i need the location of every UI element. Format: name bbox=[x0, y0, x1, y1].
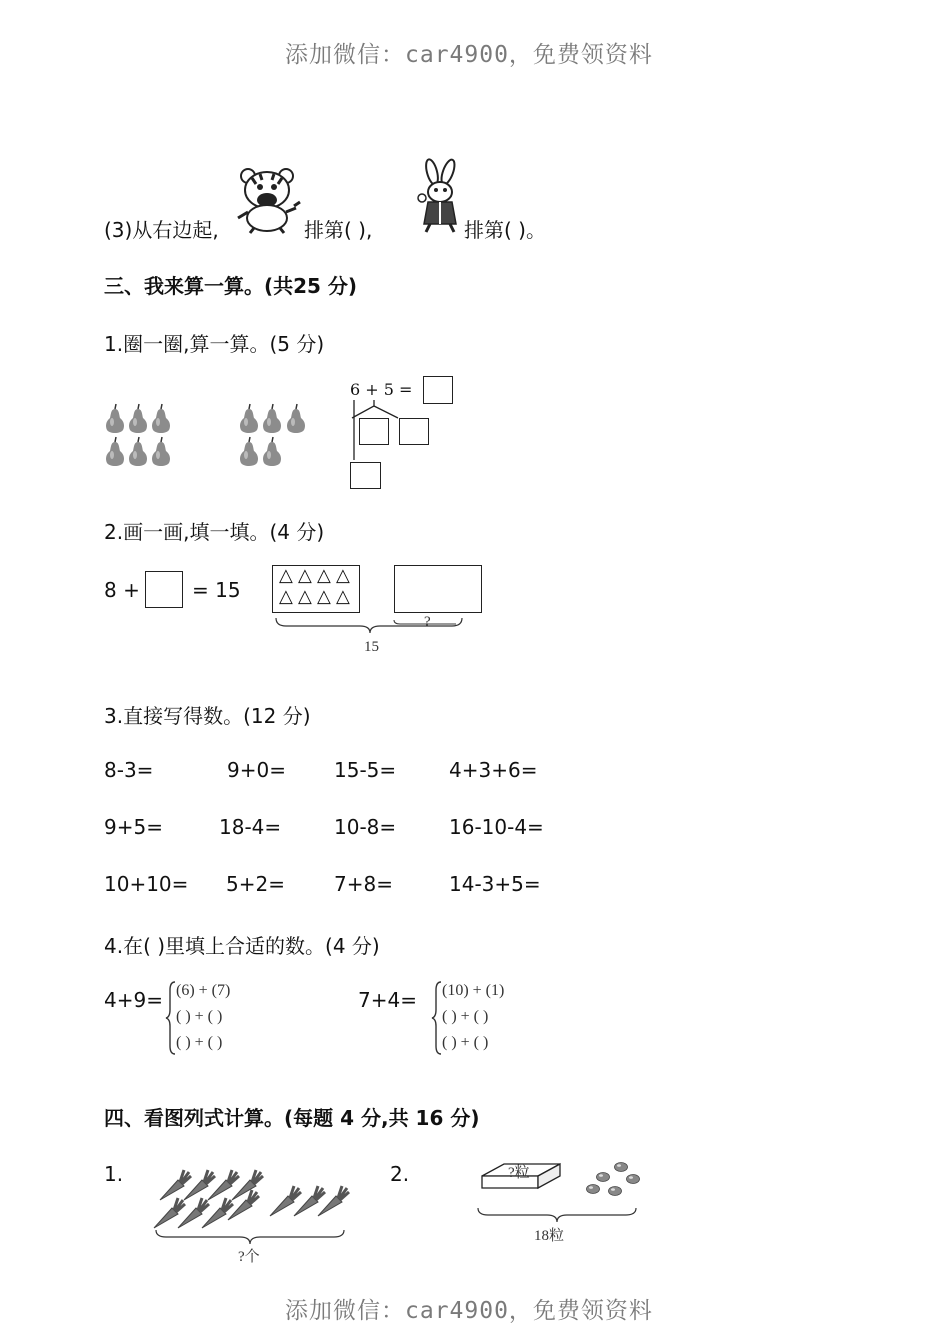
calc-item: 9+0= bbox=[227, 758, 286, 782]
pear-icon bbox=[150, 437, 172, 467]
unknown-label: ? bbox=[424, 614, 431, 630]
triangle-icon: △ bbox=[336, 565, 350, 586]
bean-icon bbox=[586, 1184, 600, 1194]
bean-total-label: 18粒 bbox=[534, 1228, 565, 1244]
bean-icon bbox=[596, 1172, 610, 1182]
p4-expr-2: 7+4= bbox=[358, 988, 417, 1012]
p3-title: 3.直接写得数。(12 分) bbox=[104, 704, 311, 728]
p4-given-1: (6) + (7) bbox=[176, 982, 231, 999]
triangle-icon: △ bbox=[317, 586, 331, 607]
p4-blank-1b[interactable]: ( ) + ( ) bbox=[176, 1034, 223, 1051]
p4-blank-1a[interactable]: ( ) + ( ) bbox=[176, 1008, 223, 1025]
pear-icon bbox=[285, 404, 307, 434]
q3-prefix: (3)从右边起, bbox=[104, 218, 219, 242]
draw-box[interactable] bbox=[394, 565, 482, 613]
calc-item: 10-8= bbox=[334, 815, 397, 839]
q2-number: 2. bbox=[390, 1162, 410, 1186]
sum-box[interactable] bbox=[350, 462, 381, 489]
carrot-brace bbox=[154, 1228, 346, 1246]
box-label: ?粒 bbox=[508, 1165, 530, 1181]
pear-icon bbox=[261, 404, 283, 434]
section3-title: 三、我来算一算。(共25 分) bbox=[104, 274, 358, 298]
calc-item: 10+10= bbox=[104, 872, 189, 896]
split-box-right[interactable] bbox=[399, 418, 429, 445]
carrot-icon bbox=[316, 1184, 350, 1218]
p1-title: 1.圈一圈,算一算。(5 分) bbox=[104, 332, 325, 356]
pear-icon bbox=[127, 437, 149, 467]
calc-item: 9+5= bbox=[104, 815, 163, 839]
calc-item: 18-4= bbox=[219, 815, 282, 839]
triangle-icon: △ bbox=[279, 586, 293, 607]
watermark-bottom: 添加微信：car4900，免费领资料 bbox=[285, 1298, 653, 1324]
total-label: 15 bbox=[364, 639, 379, 655]
tiger-icon bbox=[236, 166, 304, 234]
triangle-icon: △ bbox=[298, 586, 312, 607]
bean-icon bbox=[626, 1174, 640, 1184]
pear-icon bbox=[261, 437, 283, 467]
p2-title: 2.画一画,填一填。(4 分) bbox=[104, 520, 325, 544]
calc-item: 14-3+5= bbox=[449, 872, 541, 896]
p4-title: 4.在( )里填上合适的数。(4 分) bbox=[104, 934, 380, 958]
bean-icon bbox=[608, 1186, 622, 1196]
calc-item: 15-5= bbox=[334, 758, 397, 782]
calc-item: 8-3= bbox=[104, 758, 154, 782]
triangle-icon: △ bbox=[317, 565, 331, 586]
brace-1 bbox=[166, 980, 176, 1056]
bean-icon bbox=[614, 1162, 628, 1172]
calc-item: 4+3+6= bbox=[449, 758, 538, 782]
p4-given-2: (10) + (1) bbox=[442, 982, 505, 999]
p2-left: 8 + bbox=[104, 578, 140, 602]
pear-icon bbox=[238, 437, 260, 467]
split-box-left[interactable] bbox=[359, 418, 389, 445]
rabbit-icon bbox=[418, 160, 464, 234]
p2-answer-box[interactable] bbox=[145, 571, 183, 608]
section4-title: 四、看图列式计算。(每题 4 分,共 16 分) bbox=[104, 1106, 480, 1130]
p4-expr-1: 4+9= bbox=[104, 988, 163, 1012]
brace-2 bbox=[432, 980, 442, 1056]
pear-icon bbox=[238, 404, 260, 434]
bean-brace bbox=[476, 1206, 638, 1224]
calc-item: 5+2= bbox=[226, 872, 285, 896]
triangle-icon: △ bbox=[336, 586, 350, 607]
carrot-total-label: ?个 bbox=[238, 1249, 260, 1265]
triangle-icon: △ bbox=[279, 565, 293, 586]
pear-icon bbox=[150, 404, 172, 434]
rabbit-rank-label: 排第( )。 bbox=[464, 218, 546, 242]
p1-equation: 6 + 5 = bbox=[350, 380, 413, 399]
triangle-icon: △ bbox=[298, 565, 312, 586]
tiger-rank-label: 排第( ), bbox=[304, 218, 373, 242]
pear-icon bbox=[127, 404, 149, 434]
brace-total bbox=[272, 616, 467, 636]
p2-right: = 15 bbox=[192, 578, 241, 602]
pear-icon bbox=[104, 404, 126, 434]
q1-number: 1. bbox=[104, 1162, 124, 1186]
p4-blank-2b[interactable]: ( ) + ( ) bbox=[442, 1034, 489, 1051]
p4-blank-2a[interactable]: ( ) + ( ) bbox=[442, 1008, 489, 1025]
calc-item: 16-10-4= bbox=[449, 815, 544, 839]
watermark-top: 添加微信：car4900，免费领资料 bbox=[285, 42, 653, 68]
carrot-icon bbox=[226, 1188, 260, 1222]
calc-item: 7+8= bbox=[334, 872, 393, 896]
pear-icon bbox=[104, 437, 126, 467]
